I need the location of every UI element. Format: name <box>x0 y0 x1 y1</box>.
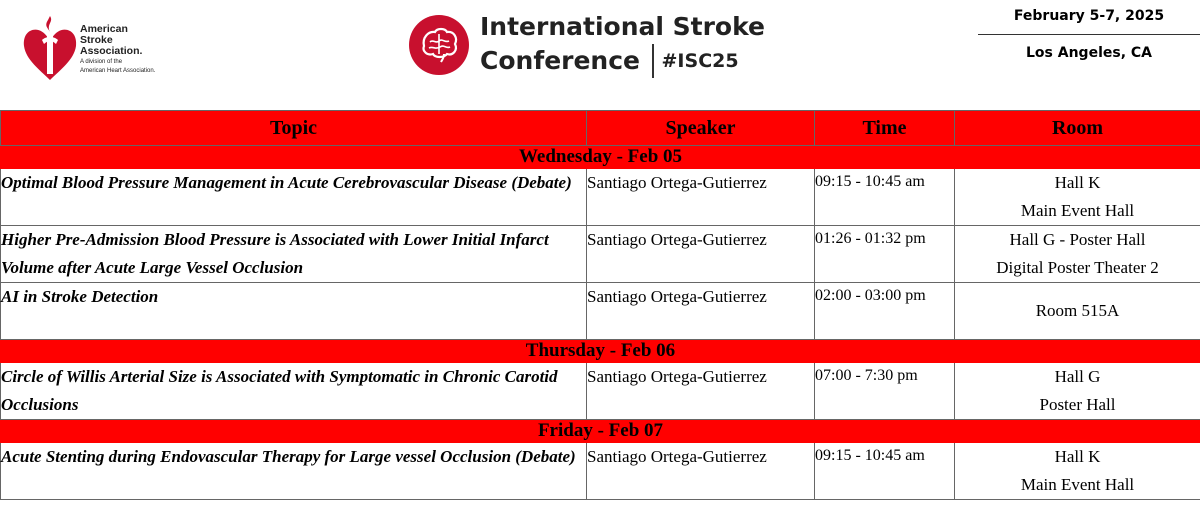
session-room <box>955 226 1200 283</box>
asa-line2: Stroke <box>80 34 113 46</box>
session-room <box>955 443 1200 500</box>
session-topic: Higher Pre-Admission Blood Pressure is Associated with Lower Initial Infarct Volume after Acute Large Vessel Occlusion <box>1 226 587 283</box>
session-speaker: Santiago Ortega-Gutierrez <box>587 226 815 283</box>
day-row <box>1 146 1200 169</box>
session-time: 07:00 - 7:30 pm <box>815 363 955 420</box>
session-time: 02:00 - 03:00 pm <box>815 283 955 340</box>
room-line2: Main Event Hall <box>1020 475 1135 494</box>
session-time: 09:15 - 10:45 am <box>815 169 955 226</box>
room-line1: Hall G <box>1054 367 1101 386</box>
asa-line3: Association. <box>80 45 143 57</box>
room-line2: Digital Poster Theater 2 <box>996 258 1159 277</box>
conference-title <box>480 10 765 78</box>
room-line2: Poster Hall <box>1039 395 1116 414</box>
table-row <box>1 169 1200 226</box>
event-dates: February 5-7, 2025 <box>978 6 1200 35</box>
session-speaker: Santiago Ortega-Gutierrez <box>587 363 815 420</box>
session-topic: Optimal Blood Pressure Management in Acute Cerebrovascular Disease (Debate) <box>1 169 587 226</box>
conference-hashtag: #ISC25 <box>661 50 739 72</box>
session-room <box>955 363 1200 420</box>
asa-sub1: A division of the <box>80 59 123 65</box>
session-time: 01:26 - 01:32 pm <box>815 226 955 283</box>
session-time: 09:15 - 10:45 am <box>815 443 955 500</box>
conference-title-line1: International Stroke <box>480 12 766 41</box>
day-label: Thursday - Feb 06 <box>1 340 1200 363</box>
title-divider <box>652 44 654 78</box>
column-header-time: Time <box>815 111 955 146</box>
column-header-speaker: Speaker <box>587 111 815 146</box>
table-row <box>1 443 1200 500</box>
room-line1: Hall K <box>1054 447 1101 466</box>
session-topic: Circle of Willis Arterial Size is Associated with Symptomatic in Chronic Carotid Occlusions <box>1 363 587 420</box>
day-row <box>1 420 1200 443</box>
day-label: Wednesday - Feb 05 <box>1 146 1200 169</box>
table-header-row <box>1 111 1200 146</box>
session-speaker: Santiago Ortega-Gutierrez <box>587 169 815 226</box>
asa-sub2: American Heart Association. <box>80 68 156 74</box>
day-row <box>1 340 1200 363</box>
session-topic: AI in Stroke Detection <box>1 283 587 340</box>
brain-logo-icon <box>408 14 470 76</box>
session-speaker: Santiago Ortega-Gutierrez <box>587 443 815 500</box>
page-header <box>0 0 1200 110</box>
event-info <box>978 6 1200 71</box>
column-header-room: Room <box>955 111 1200 146</box>
room-line1: Hall G - Poster Hall <box>1009 230 1146 249</box>
session-room: Room 515A <box>955 283 1200 340</box>
session-topic: Acute Stenting during Endovascular Therapy for Large vessel Occlusion (Debate) <box>1 443 587 500</box>
asa-wordmark <box>80 24 155 75</box>
session-speaker: Santiago Ortega-Gutierrez <box>587 283 815 340</box>
session-room <box>955 169 1200 226</box>
room-line2: Main Event Hall <box>1020 201 1135 220</box>
table-row <box>1 363 1200 420</box>
schedule-table <box>0 110 1200 500</box>
event-location: Los Angeles, CA <box>1026 45 1152 61</box>
conference-title-line2: Conference <box>480 46 641 75</box>
table-row <box>1 283 1200 340</box>
table-row <box>1 226 1200 283</box>
day-label: Friday - Feb 07 <box>1 420 1200 443</box>
asa-line1: American <box>80 23 128 35</box>
column-header-topic: Topic <box>1 111 587 146</box>
room-line1: Hall K <box>1054 173 1101 192</box>
